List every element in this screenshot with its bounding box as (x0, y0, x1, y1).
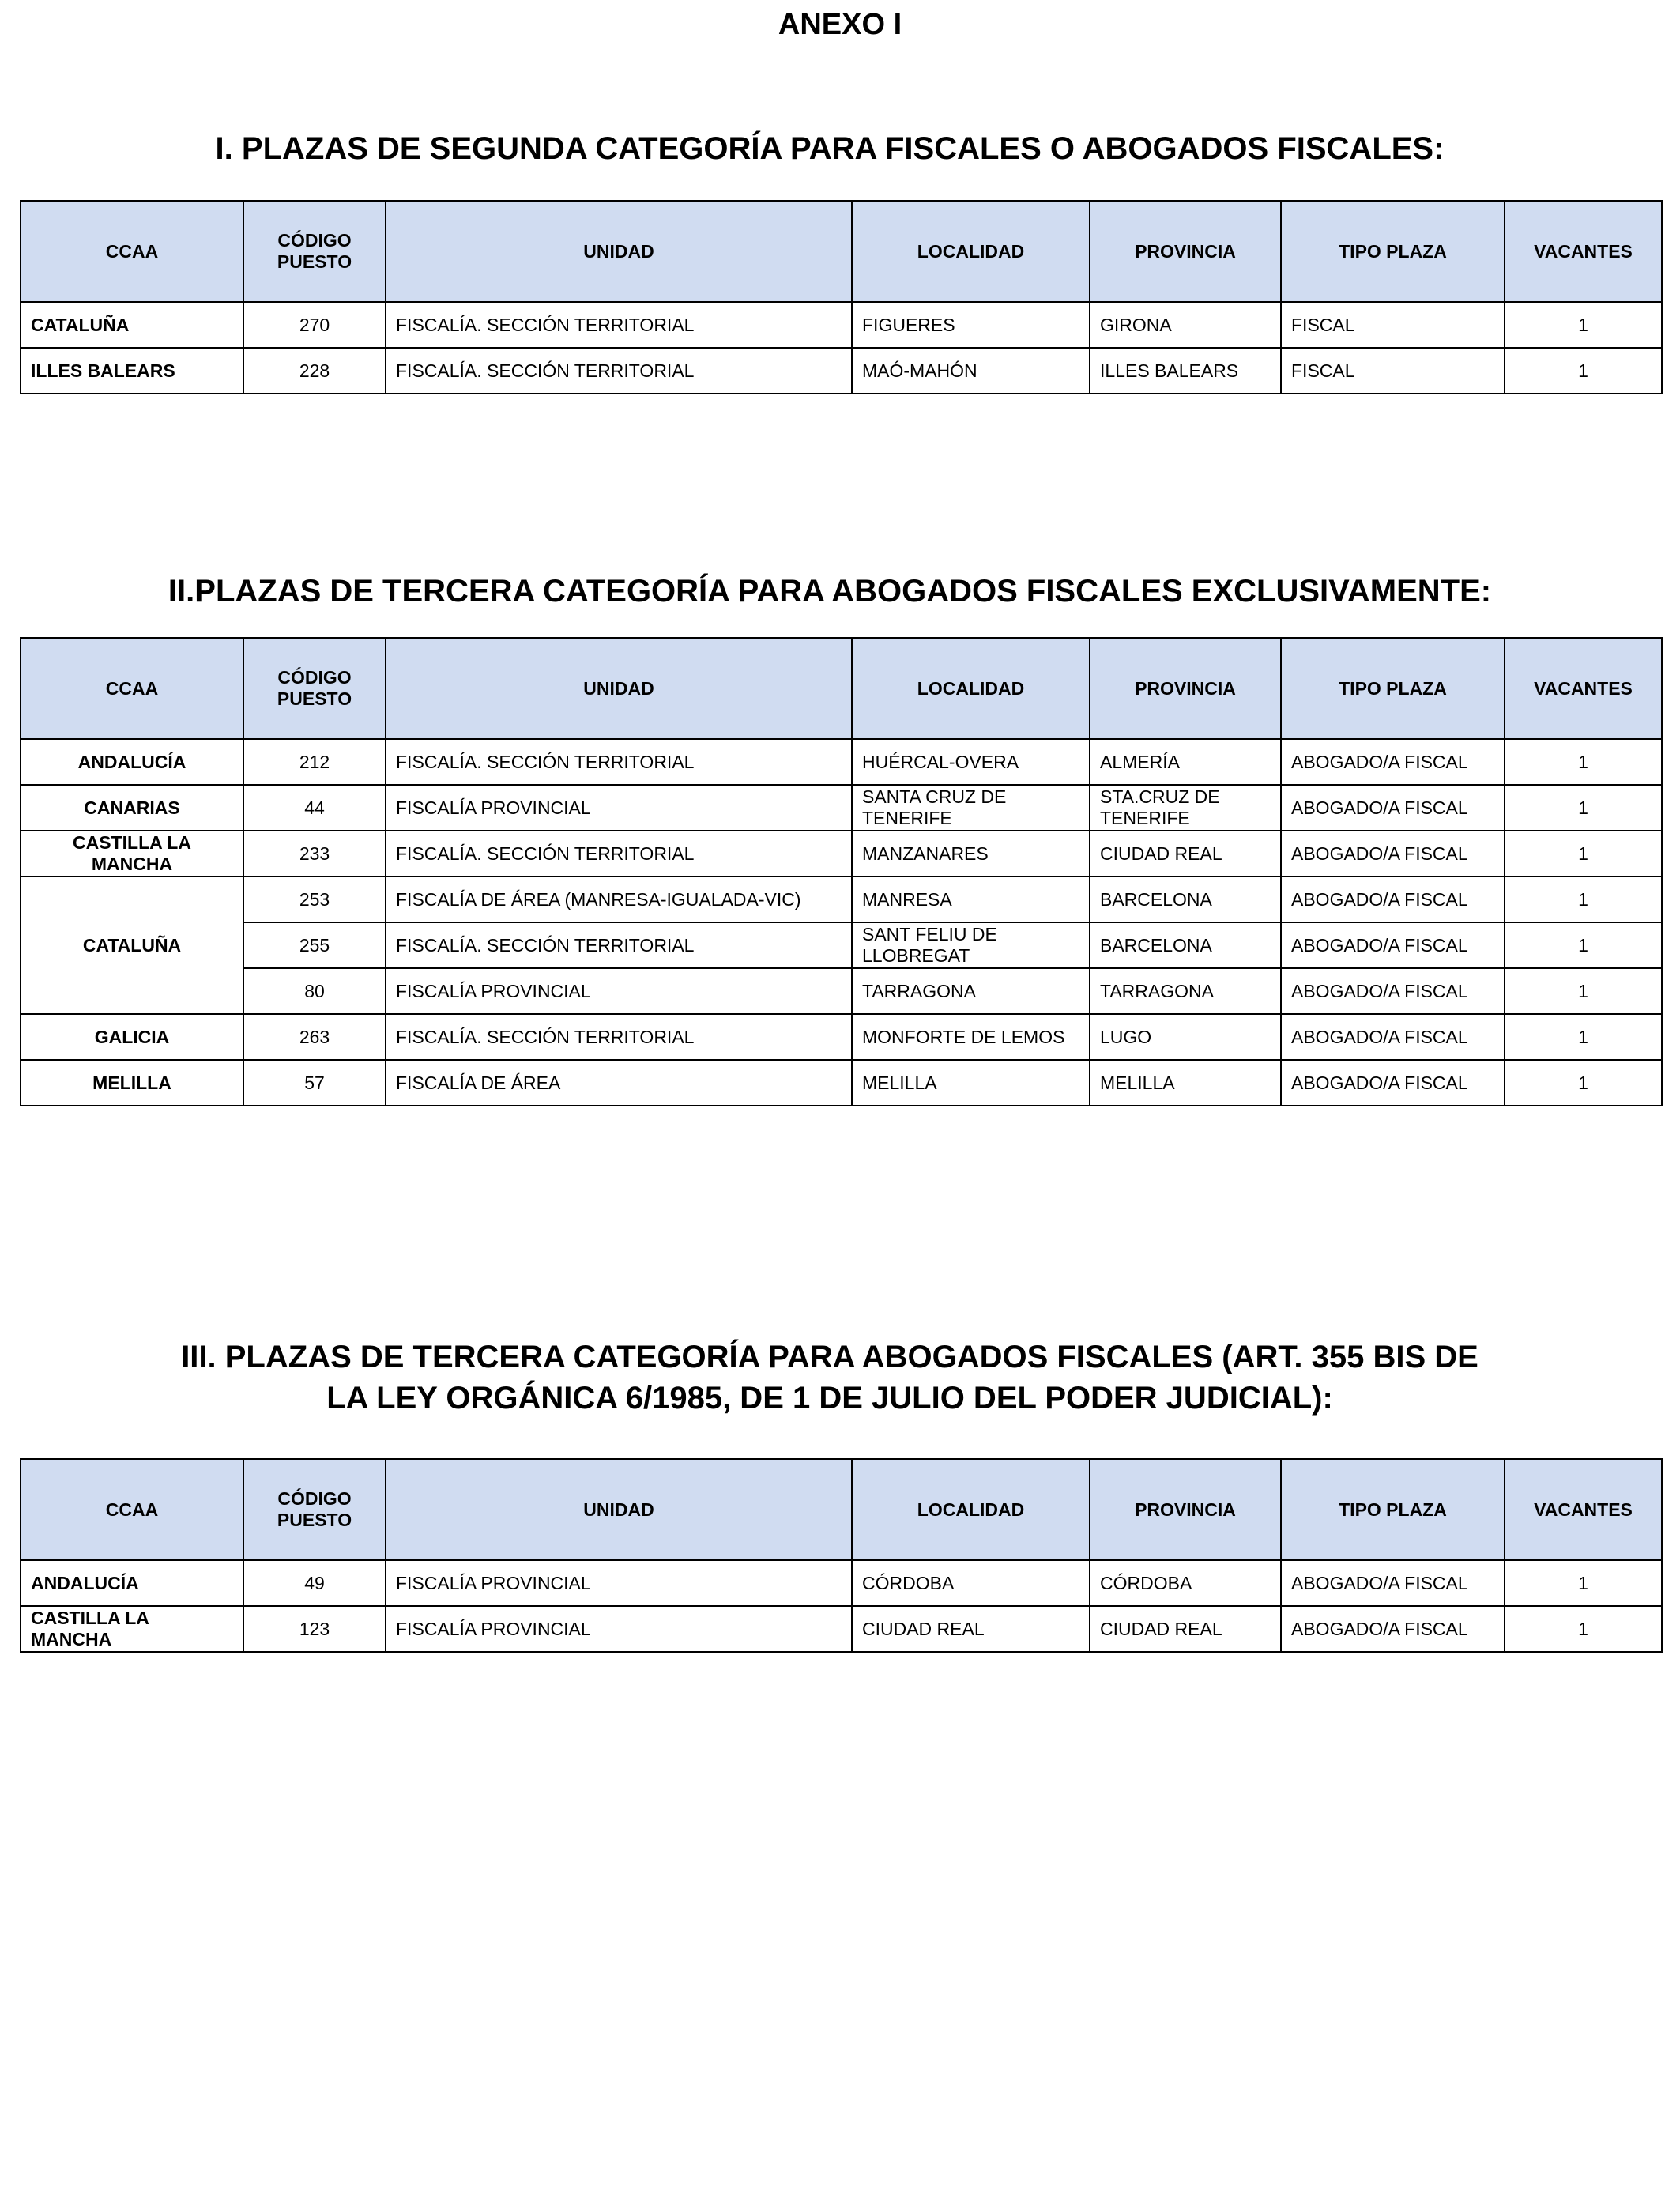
table-header-row (21, 201, 1662, 302)
header-unidad: UNIDAD (386, 638, 852, 739)
cell-ccaa: GALICIA (21, 1014, 243, 1060)
cell-unidad: FISCALÍA. SECCIÓN TERRITORIAL (386, 831, 852, 876)
cell-ccaa: ILLES BALEARS (21, 348, 243, 394)
cell-provincia: CÓRDOBA (1090, 1560, 1281, 1606)
cell-unidad: FISCALÍA PROVINCIAL (386, 968, 852, 1014)
header-codigo-puesto: CÓDIGO PUESTO (243, 638, 386, 739)
cell-unidad: FISCALÍA. SECCIÓN TERRITORIAL (386, 739, 852, 785)
cell-tipo: ABOGADO/A FISCAL (1281, 1060, 1505, 1106)
cell-provincia: BARCELONA (1090, 876, 1281, 922)
section-3-title-line-2: LA LEY ORGÁNICA 6/1985, DE 1 DE JULIO DEL PODER JUDICIAL): (326, 1381, 1333, 1416)
cell-codigo: 255 (243, 922, 386, 968)
table-row (21, 1060, 1662, 1106)
cell-tipo: ABOGADO/A FISCAL (1281, 1606, 1505, 1652)
cell-vacantes: 1 (1505, 302, 1662, 348)
header-localidad: LOCALIDAD (852, 201, 1090, 302)
cell-codigo: 44 (243, 785, 386, 831)
cell-unidad: FISCALÍA PROVINCIAL (386, 785, 852, 831)
cell-tipo: ABOGADO/A FISCAL (1281, 876, 1505, 922)
header-vacantes: VACANTES (1505, 201, 1662, 302)
table-row (21, 831, 1662, 876)
header-tipo-plaza: TIPO PLAZA (1281, 1459, 1505, 1560)
cell-provincia: BARCELONA (1090, 922, 1281, 968)
cell-provincia: LUGO (1090, 1014, 1281, 1060)
cell-localidad: MELILLA (852, 1060, 1090, 1106)
cell-codigo: 263 (243, 1014, 386, 1060)
table-header-row (21, 638, 1662, 739)
cell-tipo: FISCAL (1281, 348, 1505, 394)
section-3-title-line-1: III. PLAZAS DE TERCERA CATEGORÍA PARA ABOGADOS FISCALES (ART. 355 BIS DE (181, 1340, 1478, 1374)
header-codigo-puesto: CÓDIGO PUESTO (243, 201, 386, 302)
cell-unidad: FISCALÍA. SECCIÓN TERRITORIAL (386, 1014, 852, 1060)
header-localidad: LOCALIDAD (852, 1459, 1090, 1560)
cell-vacantes: 1 (1505, 785, 1662, 831)
header-ccaa: CCAA (21, 638, 243, 739)
cell-codigo: 49 (243, 1560, 386, 1606)
cell-provincia: ALMERÍA (1090, 739, 1281, 785)
table-section-3 (20, 1458, 1663, 1653)
cell-tipo: ABOGADO/A FISCAL (1281, 831, 1505, 876)
cell-codigo: 80 (243, 968, 386, 1014)
cell-tipo: ABOGADO/A FISCAL (1281, 785, 1505, 831)
cell-provincia: STA.CRUZ DE TENERIFE (1090, 785, 1281, 831)
cell-ccaa: CATALUÑA (21, 302, 243, 348)
cell-codigo: 123 (243, 1606, 386, 1652)
cell-codigo: 212 (243, 739, 386, 785)
table-row (21, 876, 1662, 922)
cell-vacantes: 1 (1505, 831, 1662, 876)
cell-localidad: SANT FELIU DE LLOBREGAT (852, 922, 1090, 968)
cell-localidad: SANTA CRUZ DE TENERIFE (852, 785, 1090, 831)
header-tipo-plaza: TIPO PLAZA (1281, 638, 1505, 739)
table-row (21, 348, 1662, 394)
cell-localidad: FIGUERES (852, 302, 1090, 348)
cell-vacantes: 1 (1505, 1014, 1662, 1060)
cell-provincia: CIUDAD REAL (1090, 831, 1281, 876)
cell-vacantes: 1 (1505, 876, 1662, 922)
cell-unidad: FISCALÍA. SECCIÓN TERRITORIAL (386, 922, 852, 968)
cell-ccaa: CANARIAS (21, 785, 243, 831)
cell-localidad: HUÉRCAL-OVERA (852, 739, 1090, 785)
cell-tipo: ABOGADO/A FISCAL (1281, 1014, 1505, 1060)
header-localidad: LOCALIDAD (852, 638, 1090, 739)
cell-vacantes: 1 (1505, 1060, 1662, 1106)
cell-unidad: FISCALÍA PROVINCIAL (386, 1606, 852, 1652)
cell-provincia: TARRAGONA (1090, 968, 1281, 1014)
cell-localidad: MAÓ-MAHÓN (852, 348, 1090, 394)
cell-vacantes: 1 (1505, 348, 1662, 394)
table-row (21, 922, 1662, 968)
table-row (21, 1606, 1662, 1652)
cell-vacantes: 1 (1505, 1560, 1662, 1606)
cell-vacantes: 1 (1505, 922, 1662, 968)
cell-localidad: MANRESA (852, 876, 1090, 922)
cell-unidad: FISCALÍA PROVINCIAL (386, 1560, 852, 1606)
header-vacantes: VACANTES (1505, 638, 1662, 739)
header-provincia: PROVINCIA (1090, 201, 1281, 302)
cell-localidad: MANZANARES (852, 831, 1090, 876)
cell-localidad: CÓRDOBA (852, 1560, 1090, 1606)
cell-codigo: 233 (243, 831, 386, 876)
cell-provincia: GIRONA (1090, 302, 1281, 348)
cell-localidad: MONFORTE DE LEMOS (852, 1014, 1090, 1060)
cell-unidad: FISCALÍA DE ÁREA (MANRESA-IGUALADA-VIC) (386, 876, 852, 922)
cell-provincia: CIUDAD REAL (1090, 1606, 1281, 1652)
cell-vacantes: 1 (1505, 1606, 1662, 1652)
header-unidad: UNIDAD (386, 1459, 852, 1560)
section-2-title: II.PLAZAS DE TERCERA CATEGORÍA PARA ABOGADOS FISCALES EXCLUSIVAMENTE: (168, 574, 1492, 609)
cell-tipo: ABOGADO/A FISCAL (1281, 968, 1505, 1014)
cell-tipo: ABOGADO/A FISCAL (1281, 922, 1505, 968)
header-codigo-puesto: CÓDIGO PUESTO (243, 1459, 386, 1560)
header-unidad: UNIDAD (386, 201, 852, 302)
table-row (21, 1560, 1662, 1606)
cell-vacantes: 1 (1505, 968, 1662, 1014)
section-3-title (79, 1336, 1580, 1419)
table-section-2 (20, 637, 1663, 1106)
page-title: ANEXO I (778, 8, 902, 41)
cell-tipo: FISCAL (1281, 302, 1505, 348)
table-row (21, 968, 1662, 1014)
header-ccaa: CCAA (21, 1459, 243, 1560)
cell-vacantes: 1 (1505, 739, 1662, 785)
cell-ccaa: CASTILLA LA MANCHA (21, 831, 243, 876)
header-vacantes: VACANTES (1505, 1459, 1662, 1560)
cell-unidad: FISCALÍA. SECCIÓN TERRITORIAL (386, 348, 852, 394)
header-ccaa: CCAA (21, 201, 243, 302)
cell-unidad: FISCALÍA. SECCIÓN TERRITORIAL (386, 302, 852, 348)
cell-codigo: 228 (243, 348, 386, 394)
table-section-1 (20, 200, 1663, 394)
cell-unidad: FISCALÍA DE ÁREA (386, 1060, 852, 1106)
cell-provincia: MELILLA (1090, 1060, 1281, 1106)
table-row (21, 785, 1662, 831)
header-tipo-plaza: TIPO PLAZA (1281, 201, 1505, 302)
section-1-title: I. PLAZAS DE SEGUNDA CATEGORÍA PARA FISCALES O ABOGADOS FISCALES: (215, 131, 1445, 166)
cell-provincia: ILLES BALEARS (1090, 348, 1281, 394)
cell-ccaa: CASTILLA LA MANCHA (21, 1606, 243, 1652)
cell-ccaa: CATALUÑA (21, 876, 243, 1014)
cell-codigo: 253 (243, 876, 386, 922)
cell-localidad: TARRAGONA (852, 968, 1090, 1014)
cell-tipo: ABOGADO/A FISCAL (1281, 739, 1505, 785)
cell-ccaa: ANDALUCÍA (21, 1560, 243, 1606)
cell-codigo: 57 (243, 1060, 386, 1106)
cell-tipo: ABOGADO/A FISCAL (1281, 1560, 1505, 1606)
table-header-row (21, 1459, 1662, 1560)
table-row (21, 1014, 1662, 1060)
cell-localidad: CIUDAD REAL (852, 1606, 1090, 1652)
header-provincia: PROVINCIA (1090, 638, 1281, 739)
header-provincia: PROVINCIA (1090, 1459, 1281, 1560)
cell-ccaa: MELILLA (21, 1060, 243, 1106)
cell-ccaa: ANDALUCÍA (21, 739, 243, 785)
cell-codigo: 270 (243, 302, 386, 348)
table-row (21, 302, 1662, 348)
table-row (21, 739, 1662, 785)
